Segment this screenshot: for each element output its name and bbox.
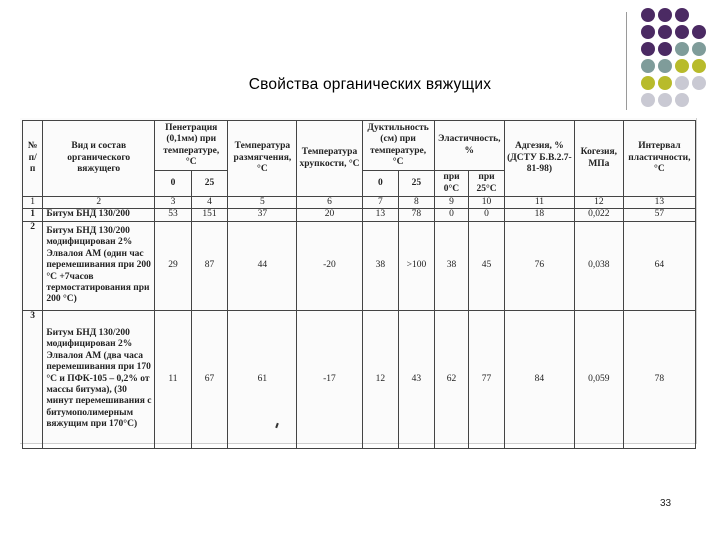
- index-cell: 13: [623, 197, 695, 209]
- cell-plasticity: 57: [623, 209, 695, 221]
- index-cell: 3: [155, 197, 192, 209]
- decor-dot: [675, 93, 689, 107]
- cell-duct-0: 12: [362, 310, 399, 448]
- cell-adhesion: 76: [504, 221, 574, 310]
- subheader-duct-25: 25: [399, 171, 435, 197]
- decor-dot: [641, 25, 655, 39]
- decor-dot: [658, 25, 672, 39]
- decor-dot: [658, 93, 672, 107]
- decor-dot: [675, 25, 689, 39]
- decor-dot: [692, 42, 706, 56]
- cell-duct-25: >100: [399, 221, 435, 310]
- index-cell: 8: [399, 197, 435, 209]
- cell-fragility: -17: [297, 310, 362, 448]
- index-cell: 9: [434, 197, 469, 209]
- subheader-elast-0: при 0°С: [434, 171, 469, 197]
- header-adhesion: Адгезия, % (ДСТУ Б.В.2.7-81-98): [504, 121, 574, 197]
- cell-duct-0: 38: [362, 221, 399, 310]
- cell-elast-0: 38: [434, 221, 469, 310]
- decor-dot: [675, 8, 689, 22]
- cell-softening: 61: [228, 310, 297, 448]
- subheader-duct-0: 0: [362, 171, 399, 197]
- row-name: Битум БНД 130/200 модифицирован 2% Элвалоя АМ (два часа перемешивания при 170 °С и ПФК-105 – 0,2% от массы битума), (30 минут перемешивания с битумополимерным вяжущим при 170°С): [43, 310, 155, 448]
- slide-title: Свойства органических вяжущих: [248, 76, 492, 93]
- header-fragility: Температура хрупкости, °С: [297, 121, 362, 197]
- cell-elast-0: 62: [434, 310, 469, 448]
- decor-dot: [658, 59, 672, 73]
- header-penetration: Пенетрация (0,1мм) при температуре, °С: [155, 121, 228, 171]
- cell-pen-25: 87: [191, 221, 228, 310]
- cell-softening: 44: [228, 221, 297, 310]
- decor-dot: [658, 8, 672, 22]
- row-name: Битум БНД 130/200 модифицирован 2% Элвалоя АМ (один час перемешивания при 200 °С +7часов термостатирования при 200 °С): [43, 221, 155, 310]
- cell-elast-0: 0: [434, 209, 469, 221]
- cell-duct-0: 13: [362, 209, 399, 221]
- cell-fragility: 20: [297, 209, 362, 221]
- header-num: № п/ п: [23, 121, 43, 197]
- cell-duct-25: 78: [399, 209, 435, 221]
- header-ductility: Дуктильность (см) при температуре, °С: [362, 121, 434, 171]
- header-elasticity: Эластичность, %: [434, 121, 504, 171]
- table-row: [23, 221, 696, 310]
- decor-dot-grid: [641, 8, 720, 112]
- cell-cohesion: 0,038: [574, 221, 623, 310]
- row-name: Битум БНД 130/200: [43, 209, 155, 221]
- header-plasticity: Интервал пластичности, °С: [623, 121, 695, 197]
- cell-pen-0: 29: [155, 221, 192, 310]
- decor-dot: [641, 93, 655, 107]
- properties-table: [22, 120, 696, 449]
- header-name: Вид и состав органического вяжущего: [43, 121, 155, 197]
- decor-dot: [641, 59, 655, 73]
- cell-pen-25: 151: [191, 209, 228, 221]
- row-num: 3: [23, 310, 43, 448]
- cell-softening: 37: [228, 209, 297, 221]
- cell-cohesion: 0,059: [574, 310, 623, 448]
- cell-adhesion: 84: [504, 310, 574, 448]
- cell-elast-25: 45: [469, 221, 505, 310]
- subheader-elast-25: при 25°С: [469, 171, 505, 197]
- table-row: [23, 209, 696, 221]
- table-row: [23, 310, 696, 448]
- cell-plasticity: 78: [623, 310, 695, 448]
- cell-cohesion: 0,022: [574, 209, 623, 221]
- decor-dot: [658, 42, 672, 56]
- row-num: 1: [23, 209, 43, 221]
- decor-vertical-line: [626, 12, 627, 110]
- subheader-pen-25: 25: [191, 171, 228, 197]
- index-cell: 1: [23, 197, 43, 209]
- decor-dot: [641, 8, 655, 22]
- index-cell: 2: [43, 197, 155, 209]
- index-cell: 12: [574, 197, 623, 209]
- index-cell: 4: [191, 197, 228, 209]
- cell-plasticity: 64: [623, 221, 695, 310]
- cell-pen-25: 67: [191, 310, 228, 448]
- subheader-pen-0: 0: [155, 171, 192, 197]
- cell-elast-25: 77: [469, 310, 505, 448]
- index-cell: 7: [362, 197, 399, 209]
- index-cell: 11: [504, 197, 574, 209]
- decor-dot: [675, 59, 689, 73]
- header-cohesion: Когезия, МПа: [574, 121, 623, 197]
- header-softening: Температура размягчения, °С: [228, 121, 297, 197]
- decor-dot: [675, 42, 689, 56]
- decor-dot: [641, 42, 655, 56]
- table-index-row: [23, 197, 696, 209]
- index-cell: 6: [297, 197, 362, 209]
- cell-elast-25: 0: [469, 209, 505, 221]
- page-number: 33: [660, 498, 672, 509]
- cell-duct-25: 43: [399, 310, 435, 448]
- table-header-row: [23, 121, 696, 171]
- decor-dot: [692, 59, 706, 73]
- cell-pen-0: 11: [155, 310, 192, 448]
- index-cell: 10: [469, 197, 505, 209]
- cell-adhesion: 18: [504, 209, 574, 221]
- index-cell: 5: [228, 197, 297, 209]
- decor-dot: [692, 25, 706, 39]
- cell-fragility: -20: [297, 221, 362, 310]
- row-num: 2: [23, 221, 43, 310]
- cell-pen-0: 53: [155, 209, 192, 221]
